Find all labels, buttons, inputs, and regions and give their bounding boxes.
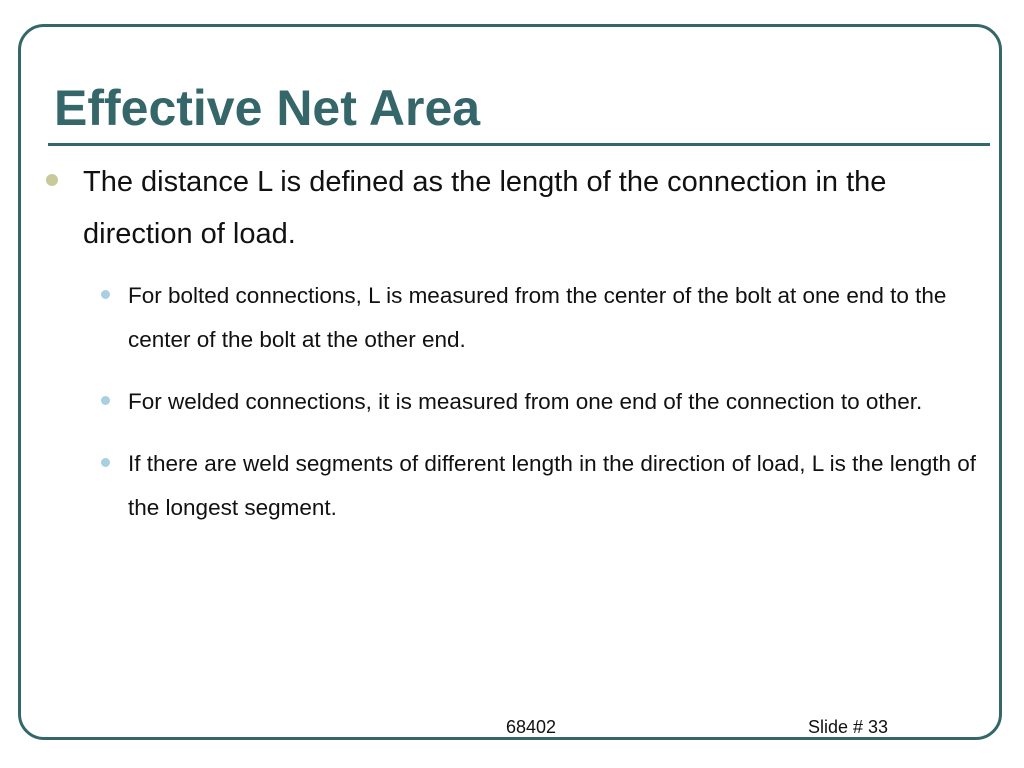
- footer-course-code: 68402: [506, 717, 557, 737]
- title-divider: [48, 143, 990, 146]
- slide-title: Effective Net Area: [54, 80, 481, 136]
- bullet-dot-icon: [46, 174, 58, 186]
- sub-bullet-dot-icon: [101, 458, 110, 467]
- slide-content: [44, 156, 984, 548]
- sub-bullet-text: For bolted connections, L is measured from the center of the bolt at one end to the center of the bolt at the other end.: [128, 283, 947, 352]
- sub-bullet-dot-icon: [101, 290, 110, 299]
- bullet-text: The distance L is defined as the length of the connection in the direction of load.: [83, 166, 887, 250]
- sub-bullet-bolted: [44, 274, 984, 362]
- sub-bullet-dot-icon: [101, 396, 110, 405]
- sub-bullet-list: [44, 274, 984, 530]
- sub-bullet-segments: [44, 442, 984, 530]
- bullet-level1: [44, 156, 984, 260]
- sub-bullet-welded: [44, 380, 984, 424]
- footer-slide-number: Slide # 33: [808, 717, 889, 737]
- sub-bullet-text: For welded connections, it is measured from one end of the connection to other.: [128, 389, 923, 414]
- sub-bullet-text: If there are weld segments of different length in the direction of load, L is the length of the longest segment.: [128, 451, 977, 520]
